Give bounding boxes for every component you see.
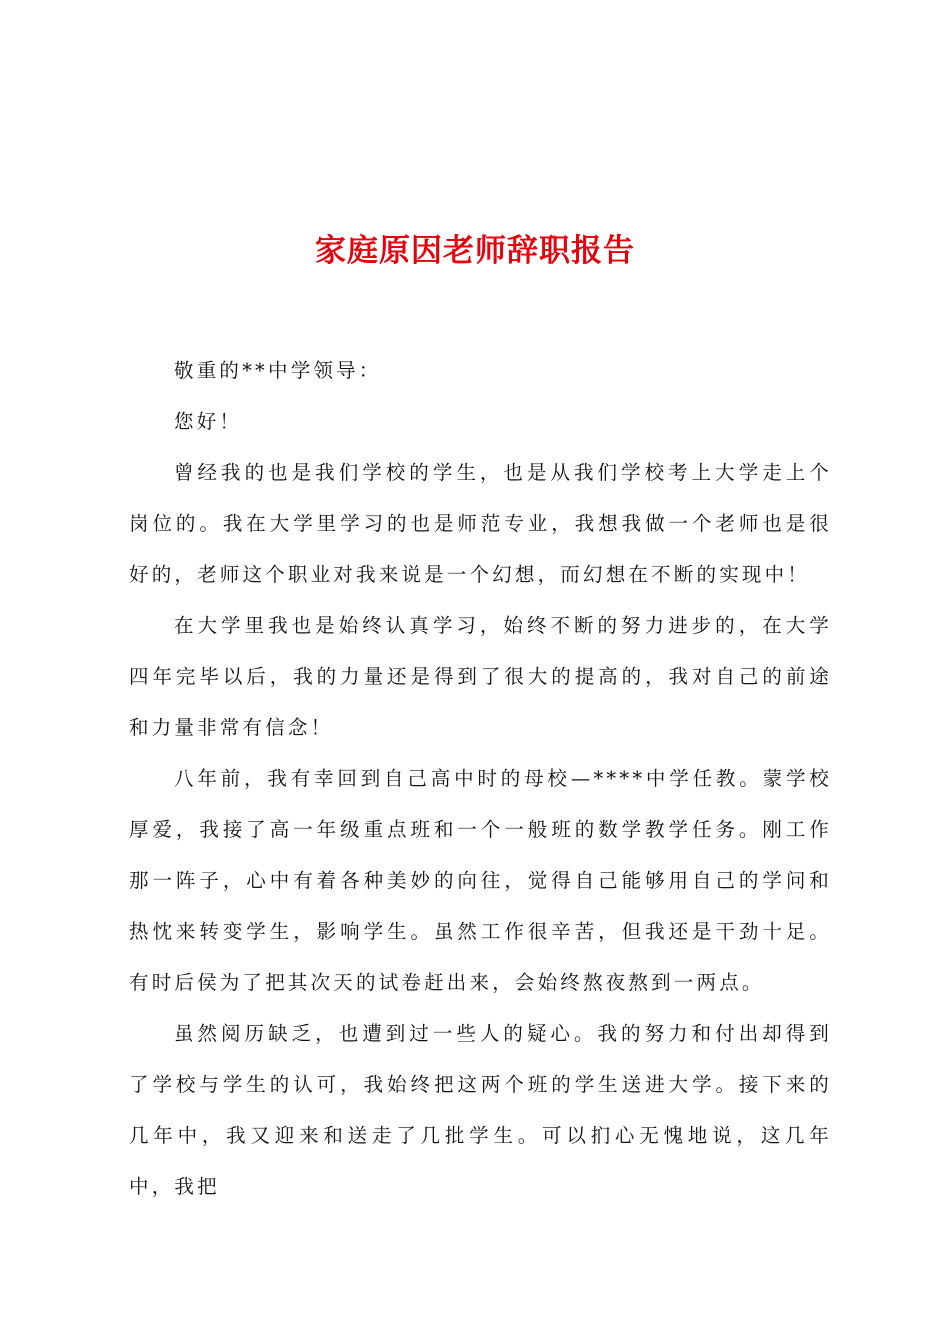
- body-paragraph: 虽然阅历缺乏，也遭到过一些人的疑心。我的努力和付出却得到了学校与学生的认可，我始终把这两个班的学生送进大学。接下来的几年中，我又迎来和送走了几批学生。可以扪心无愧地说，这几年中，我把: [129, 1022, 832, 1198]
- body-paragraph: 曾经我的也是我们学校的学生，也是从我们学校考上大学走上个岗位的。我在大学里学习的也是师范专业，我想我做一个老师也是很好的，老师这个职业对我来说是一个幻想，而幻想在不断的实现中！: [129, 461, 832, 586]
- page-title: 家庭原因老师辞职报告: [315, 232, 635, 269]
- greeting: 您好！: [174, 410, 243, 433]
- body-paragraph: 在大学里我也是始终认真学习，始终不断的努力进步的，在大学四年完毕以后，我的力量还是得到了很大的提高的，我对自己的前途和力量非常有信念！: [129, 614, 832, 739]
- salutation: 敬重的**中学领导：: [174, 359, 382, 382]
- body-paragraph: 八年前，我有幸回到自己高中时的母校—****中学任教。蒙学校厚爱，我接了高一年级重点班和一个一般班的数学教学任务。刚工作那一阵子，心中有着各种美妙的向往，觉得自己能够用自己的学问和热忱来转变学生，影响学生。虽然工作很辛苦，但我还是干劲十足。有时后侯为了把其次天的试卷赶出来，会始终熬夜熬到一两点。: [129, 767, 832, 994]
- document-body: [129, 345, 832, 1212]
